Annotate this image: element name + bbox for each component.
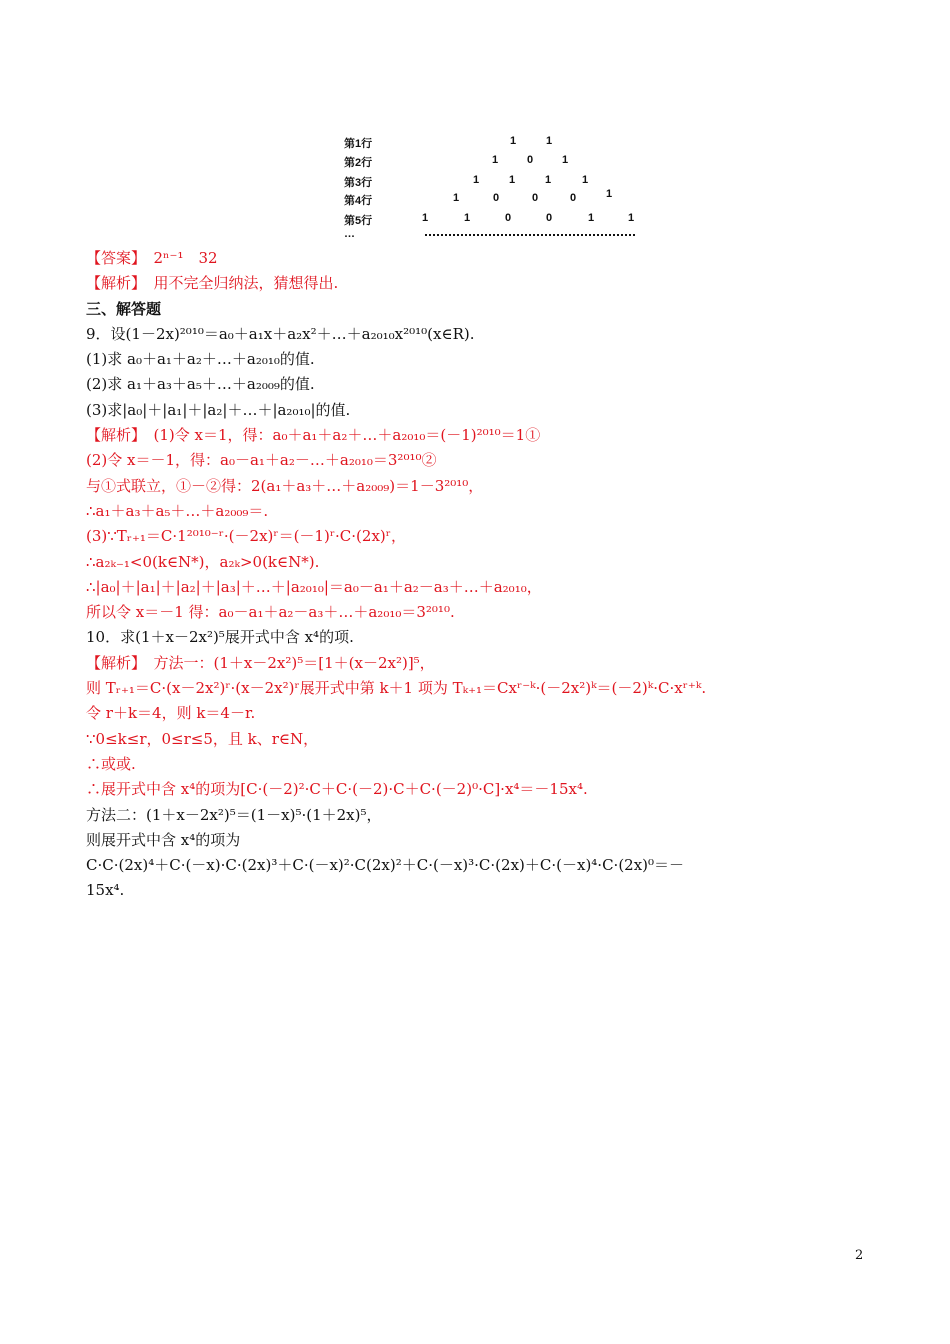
triangle-dotted-line (425, 234, 635, 236)
triangle-number: 1 (545, 174, 552, 186)
triangle-number: 1 (582, 174, 589, 186)
text-line: 令 r＋k＝4，则 k＝4－r. (86, 704, 256, 723)
triangle-number: 1 (588, 212, 595, 224)
triangle-number: 1 (473, 174, 480, 186)
text-line: 所以令 x＝－1 得：a₀－a₁＋a₂－a₃＋…＋a₂₀₁₀＝3²⁰¹⁰. (86, 603, 455, 622)
triangle-ellipsis: … (344, 228, 355, 240)
triangle-number: 0 (570, 192, 577, 204)
triangle-number: 0 (532, 192, 539, 204)
text-line: ∴展开式中含 x⁴的项为[C·(－2)²·C＋C·(－2)·C＋C·(－2)⁰·C]·x⁴＝－15x⁴. (86, 780, 588, 799)
triangle-number: 1 (562, 154, 569, 166)
text-line: 则 Tᵣ₊₁＝C·(x－2x²)ʳ·(x－2x²)ʳ展开式中第 k＋1 项为 Tₖ₊₁＝Cxʳ⁻ᵏ·(－2x²)ᵏ＝(－2)ᵏ·C·xʳ⁺ᵏ. (86, 679, 707, 698)
triangle-row-label: 第5行 (344, 215, 373, 227)
text-line: (2)求 a₁＋a₃＋a₅＋…＋a₂₀₀₉的值. (86, 375, 315, 394)
text-line: (3)∵Tᵣ₊₁＝C·1²⁰¹⁰⁻ʳ·(－2x)ʳ＝(－1)ʳ·C·(2x)ʳ， (86, 527, 406, 546)
text-line: ∵0≤k≤r，0≤r≤5，且 k、r∈N， (86, 729, 319, 748)
text-line: ∴|a₀|＋|a₁|＋|a₂|＋|a₃|＋…＋|a₂₀₁₀|＝a₀－a₁＋a₂－a₃＋…＋a₂₀₁₀， (86, 577, 542, 596)
text-line: 方法二：(1＋x－2x²)⁵＝(1－x)⁵·(1＋2x)⁵， (86, 805, 382, 824)
triangle-number: 1 (492, 154, 499, 166)
triangle-number: 1 (453, 192, 460, 204)
text-line: ∴a₂ₖ₋₁<0(k∈N*)，a₂ₖ>0(k∈N*). (86, 552, 320, 571)
text-line: ∴或或. (86, 754, 136, 773)
triangle-number: 0 (493, 192, 500, 204)
text-line: 与①式联立，①－②得：2(a₁＋a₃＋…＋a₂₀₀₉)＝1－3²⁰¹⁰， (86, 476, 484, 495)
triangle-number: 0 (505, 212, 512, 224)
triangle-row-label: 第1行 (344, 138, 373, 150)
text-line: C·C·(2x)⁴＋C·(－x)·C·(2x)³＋C·(－x)²·C(2x)²＋C·(－x)³·C·(2x)＋C·(－x)⁴·C·(2x)⁰＝－ (86, 856, 685, 875)
text-line: (3)求|a₀|＋|a₁|＋|a₂|＋…＋|a₂₀₁₀|的值. (86, 400, 351, 419)
text-line: 9．设(1－2x)²⁰¹⁰＝a₀＋a₁x＋a₂x²＋…＋a₂₀₁₀x²⁰¹⁰(x∈R). (86, 324, 475, 343)
triangle-row-label: 第3行 (344, 177, 373, 189)
triangle-number: 1 (546, 135, 553, 147)
text-line: ∴a₁＋a₃＋a₅＋…＋a₂₀₀₉＝. (86, 501, 269, 520)
triangle-number: 1 (464, 212, 471, 224)
page-number: 2 (855, 1248, 864, 1263)
triangle-number: 0 (527, 154, 534, 166)
triangle-number: 1 (510, 135, 517, 147)
triangle-number: 1 (606, 188, 613, 200)
document-body (86, 246, 866, 904)
triangle-number: 0 (546, 212, 553, 224)
triangle-number: 1 (509, 174, 516, 186)
triangle-figure (340, 132, 640, 242)
text-line: 【解析】 (1)令 x＝1，得：a₀＋a₁＋a₂＋…＋a₂₀₁₀＝(－1)²⁰¹⁰＝1① (86, 426, 541, 445)
triangle-number: 1 (628, 212, 635, 224)
section-heading: 三、解答题 (86, 299, 162, 318)
text-line: 【解析】 方法一：(1＋x－2x²)⁵＝[1＋(x－2x²)]⁵， (86, 653, 435, 672)
text-line: 15x⁴. (86, 881, 125, 900)
text-line: 【解析】 用不完全归纳法，猜想得出. (86, 274, 339, 293)
triangle-row-label: 第4行 (344, 195, 373, 207)
text-line: (1)求 a₀＋a₁＋a₂＋…＋a₂₀₁₀的值. (86, 350, 315, 369)
text-line: 【答案】 2ⁿ⁻¹ 32 (86, 249, 218, 267)
text-line: 10．求(1＋x－2x²)⁵展开式中含 x⁴的项. (86, 628, 354, 647)
text-line: (2)令 x＝－1，得：a₀－a₁＋a₂－…＋a₂₀₁₀＝3²⁰¹⁰② (86, 451, 437, 470)
text-line: 则展开式中含 x⁴的项为 (86, 830, 241, 849)
triangle-row-label: 第2行 (344, 157, 373, 169)
triangle-number: 1 (422, 212, 429, 224)
